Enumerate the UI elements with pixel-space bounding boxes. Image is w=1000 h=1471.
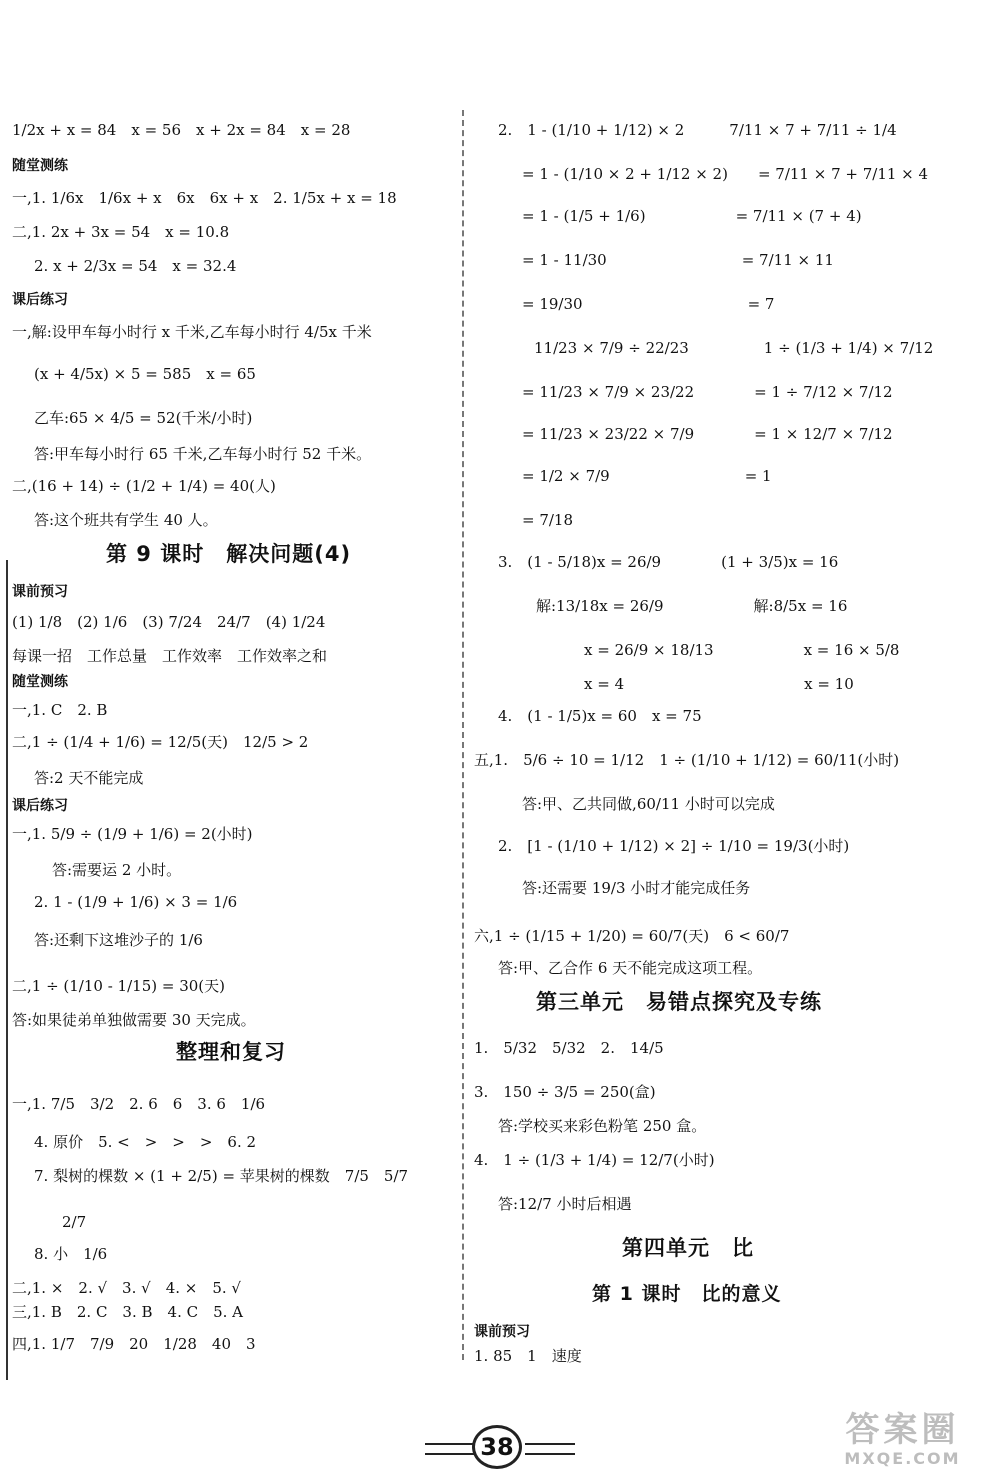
page-number: 38 (472, 1425, 522, 1469)
answer-line: 答:12/7 小时后相遇 (498, 1195, 632, 1213)
answer-line: 1. 5/32 5/32 2. 14/5 (474, 1039, 664, 1057)
answer-line: = 7/18 (522, 511, 574, 529)
answer-line: 答:甲车每小时行 65 千米,乙车每小时行 52 千米。 (34, 445, 372, 463)
answer-line: 一,1. 1/6x 1/6x + x 6x 6x + x 2. 1/5x + x = 18 (12, 189, 397, 207)
answer-line: 答:甲、乙共同做,60/11 小时可以完成 (522, 795, 775, 813)
answer-line: 2. 1 - (1/9 + 1/6) × 3 = 1/6 (34, 893, 238, 911)
answer-line: (1) 1/8 (2) 1/6 (3) 7/24 24/7 (4) 1/24 (12, 613, 326, 631)
column-divider (462, 110, 464, 1360)
section-heading: 随堂测练 (12, 158, 68, 174)
section-heading: 课后练习 (12, 798, 68, 814)
unit-title: 第三单元 易错点探究及专练 (536, 990, 822, 1014)
answer-line: 一,解:设甲车每小时行 x 千米,乙车每小时行 4/5x 千米 (12, 323, 372, 341)
section-heading: 课前预习 (474, 1324, 530, 1340)
unit-title: 第四单元 比 (622, 1236, 754, 1260)
answer-line: (x + 4/5x) × 5 = 585 x = 65 (34, 365, 256, 383)
lesson-title: 第 1 课时 比的意义 (592, 1283, 782, 1305)
left-ornament (425, 1443, 475, 1455)
lesson-title: 第 9 课时 解决问题(4) (106, 542, 352, 566)
answer-line: 4. 原价 5. < > > > 6. 2 (34, 1133, 257, 1151)
answer-line: 四,1. 1/7 7/9 20 1/28 40 3 (12, 1335, 256, 1353)
answer-line: 乙车:65 × 4/5 = 52(千米/小时) (34, 409, 253, 427)
answer-line: 答:还剩下这堆沙子的 1/6 (34, 931, 203, 949)
answer-line: x = 4 x = 10 (584, 675, 854, 693)
answer-line: = 11/23 × 23/22 × 7/9 = 1 × 12/7 × 7/12 (522, 425, 893, 443)
section-heading: 课后练习 (12, 292, 68, 308)
answer-line: 1/2x + x = 84 x = 56 x + 2x = 84 x = 28 (12, 121, 351, 139)
watermark-url: MXQE.COM (844, 1449, 961, 1468)
answer-line: 二,(16 + 14) ÷ (1/2 + 1/4) = 40(人) (12, 477, 276, 495)
answer-line: 解:13/18x = 26/9 解:8/5x = 16 (536, 597, 848, 615)
answer-line: 二,1. 2x + 3x = 54 x = 10.8 (12, 223, 230, 241)
answer-line: 答:这个班共有学生 40 人。 (34, 511, 218, 529)
answer-line: = 19/30 = 7 (522, 295, 775, 313)
answer-line: 二,1 ÷ (1/4 + 1/6) = 12/5(天) 12/5 > 2 (12, 733, 309, 751)
watermark-text: 答案圈 (845, 1410, 960, 1450)
answer-line: 3. (1 - 5/18)x = 26/9 (1 + 3/5)x = 16 (498, 553, 839, 571)
answer-line: = 1 - 11/30 = 7/11 × 11 (522, 251, 834, 269)
section-heading: 课前预习 (12, 584, 68, 600)
tip-line: 每课一招 工作总量 工作效率 工作效率之和 (12, 647, 328, 665)
answer-line: = 1 - (1/5 + 1/6) = 7/11 × (7 + 4) (522, 207, 862, 225)
answer-line: = 11/23 × 7/9 × 23/22 = 1 ÷ 7/12 × 7/12 (522, 383, 893, 401)
right-ornament (525, 1443, 575, 1455)
answer-line: 答:2 天不能完成 (34, 769, 144, 787)
answer-line: 1. 85 1 速度 (474, 1347, 582, 1365)
answer-line: 答:如果徒弟单独做需要 30 天完成。 (12, 1011, 256, 1029)
answer-line: 答:需要运 2 小时。 (52, 861, 182, 879)
answer-line: 二,1. × 2. √ 3. √ 4. × 5. √ (12, 1279, 241, 1297)
answer-line: 8. 小 1/6 (34, 1245, 108, 1263)
answer-line: 答:还需要 19/3 小时才能完成任务 (522, 879, 751, 897)
answer-line: 六,1 ÷ (1/15 + 1/20) = 60/7(天) 6 < 60/7 (474, 927, 790, 945)
answer-line: 2/7 (62, 1213, 87, 1231)
answer-line: 答:甲、乙合作 6 天不能完成这项工程。 (498, 959, 763, 977)
answer-line: 答:学校买来彩色粉笔 250 盒。 (498, 1117, 707, 1135)
watermark-logo (810, 1410, 995, 1470)
answer-line: 一,1. 5/9 ÷ (1/9 + 1/6) = 2(小时) (12, 825, 253, 843)
answer-line: 一,1. 7/5 3/2 2. 6 6 3. 6 1/6 (12, 1095, 266, 1113)
answer-line: 4. 1 ÷ (1/3 + 1/4) = 12/7(小时) (474, 1151, 715, 1169)
lesson-title: 整理和复习 (176, 1040, 286, 1064)
page-number-badge (425, 1425, 575, 1469)
answer-line: 2. [1 - (1/10 + 1/12) × 2] ÷ 1/10 = 19/3(小时) (498, 837, 850, 855)
answer-line: 7. 梨树的棵数 × (1 + 2/5) = 苹果树的棵数 7/5 5/7 (34, 1167, 409, 1185)
answer-line: 一,1. C 2. B (12, 701, 108, 719)
answer-line: = 1/2 × 7/9 = 1 (522, 467, 772, 485)
answer-line: 五,1. 5/6 ÷ 10 = 1/12 1 ÷ (1/10 + 1/12) = 60/11(小时) (474, 751, 900, 769)
answer-line: 3. 150 ÷ 3/5 = 250(盒) (474, 1083, 656, 1101)
answer-line: 4. (1 - 1/5)x = 60 x = 75 (498, 707, 702, 725)
answer-line: 2. x + 2/3x = 54 x = 32.4 (34, 257, 237, 275)
answer-line: 三,1. B 2. C 3. B 4. C 5. A (12, 1303, 243, 1321)
answer-line: 二,1 ÷ (1/10 - 1/15) = 30(天) (12, 977, 225, 995)
section-heading: 随堂测练 (12, 674, 68, 690)
left-margin-line (6, 560, 8, 1380)
answer-line: 2. 1 - (1/10 + 1/12) × 2 7/11 × 7 + 7/11 ÷ 1/4 (498, 121, 897, 139)
answer-line: 11/23 × 7/9 ÷ 22/23 1 ÷ (1/3 + 1/4) × 7/12 (534, 339, 934, 357)
answer-line: = 1 - (1/10 × 2 + 1/12 × 2) = 7/11 × 7 + 7/11 × 4 (522, 165, 929, 183)
answer-line: x = 26/9 × 18/13 x = 16 × 5/8 (584, 641, 900, 659)
